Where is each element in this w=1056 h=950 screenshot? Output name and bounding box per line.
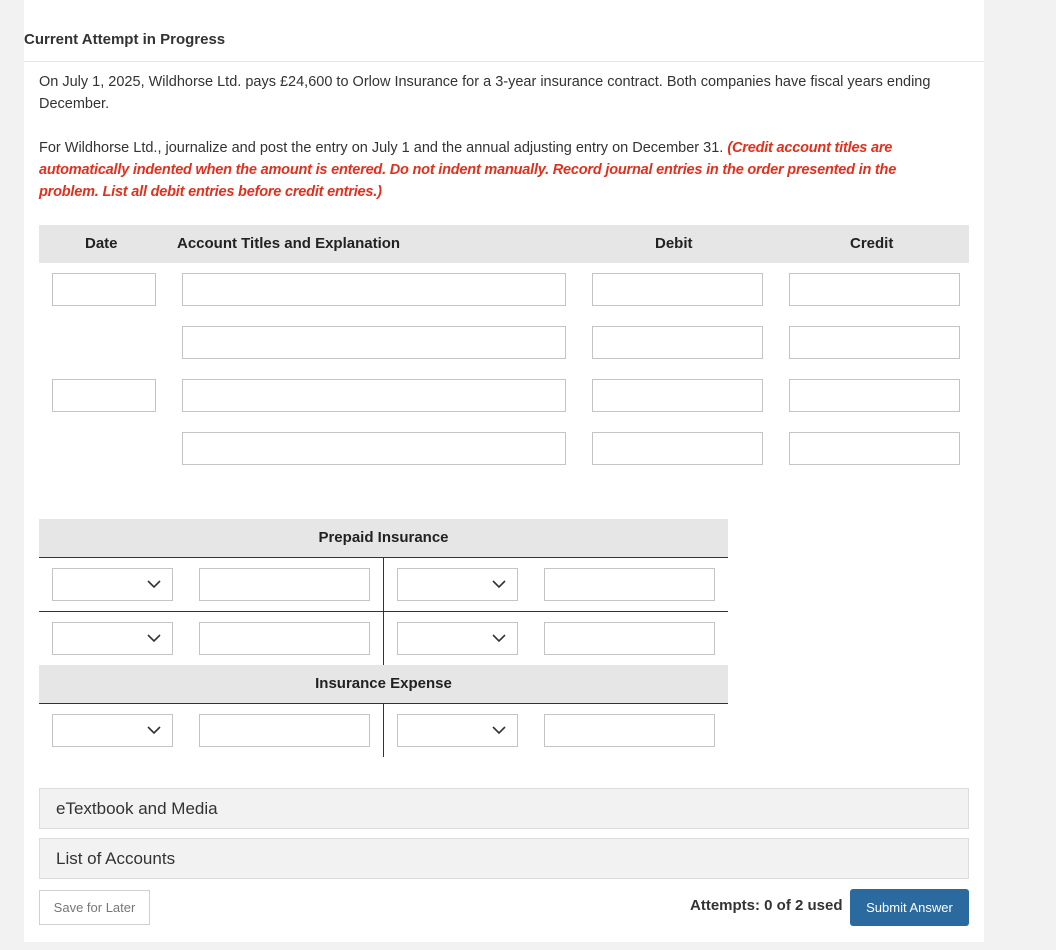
account-input[interactable] (182, 273, 566, 306)
submit-answer-button[interactable]: Submit Answer (850, 889, 969, 926)
journal-header (39, 225, 969, 263)
account-input[interactable] (182, 326, 566, 359)
list-of-accounts-accordion[interactable] (39, 838, 969, 879)
t-credit-select[interactable] (397, 714, 518, 747)
t-account-header (39, 519, 728, 557)
header-debit: Debit (655, 235, 693, 252)
t-debit-amount[interactable] (199, 714, 370, 747)
debit-input[interactable] (592, 379, 763, 412)
page-heading: Current Attempt in Progress (24, 31, 226, 48)
list-of-accounts-label: List of Accounts (56, 849, 176, 868)
date-select[interactable] (52, 273, 156, 306)
credit-input[interactable] (789, 326, 960, 359)
account-input[interactable] (182, 379, 566, 412)
t-debit-select[interactable] (52, 622, 173, 655)
t-debit-select[interactable] (52, 568, 173, 601)
debit-input[interactable] (592, 432, 763, 465)
save-for-later-button[interactable]: Save for Later (39, 890, 150, 925)
problem-text: On July 1, 2025, Wildhorse Ltd. pays £24,600 to Orlow Insurance for a 3-year insurance contract. Both companies have fiscal years ending December. (39, 74, 931, 112)
t-debit-amount[interactable] (199, 622, 370, 655)
chevron-down-icon (491, 724, 507, 736)
debit-input[interactable] (592, 273, 763, 306)
t-credit-select[interactable] (397, 622, 518, 655)
header-account: Account Titles and Explanation (177, 235, 401, 252)
attempts-counter: Attempts: 0 of 2 used (690, 897, 843, 914)
chevron-down-icon (491, 632, 507, 644)
etextbook-label: eTextbook and Media (56, 799, 218, 818)
t-credit-select[interactable] (397, 568, 518, 601)
header-date: Date (85, 235, 118, 252)
t-account-title: Prepaid Insurance (318, 529, 449, 546)
chevron-down-icon (491, 578, 507, 590)
chevron-down-icon (146, 632, 162, 644)
t-debit-amount[interactable] (199, 568, 370, 601)
debit-input[interactable] (592, 326, 763, 359)
instructions-text: For Wildhorse Ltd., journalize and post the entry on July 1 and the annual adjusting entry on December 31. (39, 140, 728, 156)
heading-divider (24, 61, 984, 62)
credit-input[interactable] (789, 273, 960, 306)
t-debit-select[interactable] (52, 714, 173, 747)
credit-input[interactable] (789, 379, 960, 412)
chevron-down-icon (146, 578, 162, 590)
instructions-warning: (Credit account titles are automatically indented when the amount is entered. Do not indent manually. Record journal entries in the order presented in the problem. List all debit entries before credit entries.) (39, 140, 897, 200)
t-account-title: Insurance Expense (315, 675, 452, 692)
etextbook-accordion[interactable] (39, 788, 969, 829)
header-credit: Credit (850, 235, 894, 252)
t-credit-amount[interactable] (544, 622, 715, 655)
credit-input[interactable] (789, 432, 960, 465)
t-account-header (39, 665, 728, 703)
t-account-divider (383, 703, 384, 757)
t-credit-amount[interactable] (544, 568, 715, 601)
date-select[interactable] (52, 379, 156, 412)
instructions (39, 137, 954, 203)
t-credit-amount[interactable] (544, 714, 715, 747)
chevron-down-icon (146, 724, 162, 736)
account-input[interactable] (182, 432, 566, 465)
t-account-row-rule (39, 611, 728, 612)
